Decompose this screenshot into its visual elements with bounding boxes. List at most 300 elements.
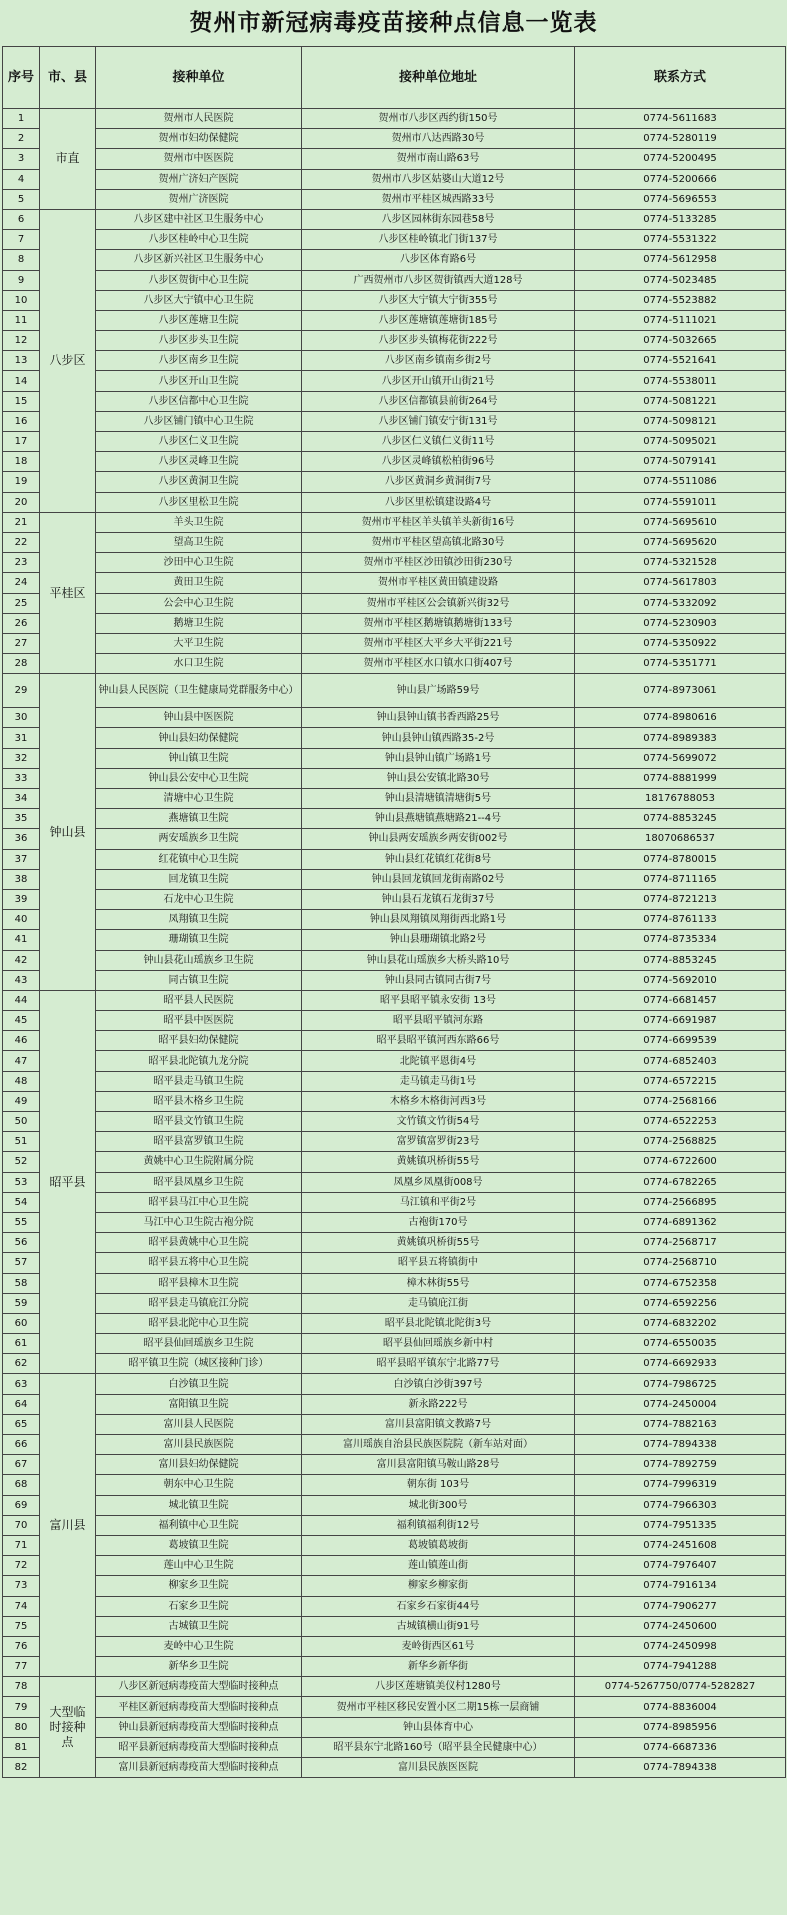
- unit-contact: 18176788053: [575, 789, 786, 809]
- row-index: 30: [3, 708, 40, 728]
- unit-contact: 0774-2568825: [575, 1132, 786, 1152]
- row-index: 3: [3, 149, 40, 169]
- unit-name: 柳家乡卫生院: [96, 1576, 302, 1596]
- unit-address: 朝东街 103号: [302, 1475, 575, 1495]
- unit-contact: 0774-5079141: [575, 452, 786, 472]
- unit-address: 贺州市平桂区羊头镇羊头新街16号: [302, 512, 575, 532]
- unit-name: 昭平县凤凰乡卫生院: [96, 1172, 302, 1192]
- table-row: [3, 209, 786, 229]
- unit-contact: 0774-8735334: [575, 930, 786, 950]
- unit-address: 黄姚镇巩桥街55号: [302, 1152, 575, 1172]
- unit-name: 福利镇中心卫生院: [96, 1515, 302, 1535]
- unit-name: 昭平县木格乡卫生院: [96, 1091, 302, 1111]
- row-index: 8: [3, 250, 40, 270]
- unit-name: 钟山县新冠病毒疫苗大型临时接种点: [96, 1717, 302, 1737]
- unit-name: 石家乡卫生院: [96, 1596, 302, 1616]
- unit-address: 钟山县回龙镇回龙街南路02号: [302, 869, 575, 889]
- row-index: 67: [3, 1455, 40, 1475]
- table-row: [3, 1313, 786, 1333]
- unit-name: 望高卫生院: [96, 532, 302, 552]
- table-row: [3, 593, 786, 613]
- unit-name: 清塘中心卫生院: [96, 789, 302, 809]
- table-row: [3, 1273, 786, 1293]
- unit-contact: 0774-8711165: [575, 869, 786, 889]
- region-cell: 富川县: [40, 1374, 96, 1677]
- table-row: [3, 789, 786, 809]
- unit-contact: 0774-5111021: [575, 310, 786, 330]
- unit-address: 广西贺州市八步区贺街镇西大道128号: [302, 270, 575, 290]
- row-index: 9: [3, 270, 40, 290]
- table-row: [3, 1011, 786, 1031]
- row-index: 23: [3, 553, 40, 573]
- unit-contact: 0774-6891362: [575, 1212, 786, 1232]
- unit-name: 羊头卫生院: [96, 512, 302, 532]
- row-index: 52: [3, 1152, 40, 1172]
- unit-contact: 0774-7951335: [575, 1515, 786, 1535]
- table-row: [3, 1132, 786, 1152]
- row-index: 77: [3, 1657, 40, 1677]
- unit-contact: 0774-7986725: [575, 1374, 786, 1394]
- row-index: 71: [3, 1535, 40, 1555]
- unit-contact: 0774-6752358: [575, 1273, 786, 1293]
- row-index: 54: [3, 1192, 40, 1212]
- row-index: 41: [3, 930, 40, 950]
- unit-address: 八步区信都镇县前街264号: [302, 391, 575, 411]
- table-row: [3, 1253, 786, 1273]
- table-row: [3, 1414, 786, 1434]
- unit-name: 燕塘镇卫生院: [96, 809, 302, 829]
- unit-address: 福利镇福利街12号: [302, 1515, 575, 1535]
- unit-contact: 0774-2450004: [575, 1394, 786, 1414]
- unit-name: 鹅塘卫生院: [96, 613, 302, 633]
- row-index: 51: [3, 1132, 40, 1152]
- unit-address: 贺州市八达西路30号: [302, 129, 575, 149]
- header-index: 序号: [3, 47, 40, 109]
- row-index: 63: [3, 1374, 40, 1394]
- row-index: 66: [3, 1435, 40, 1455]
- table-row: [3, 472, 786, 492]
- table-row: [3, 1334, 786, 1354]
- table-row: [3, 1172, 786, 1192]
- row-index: 74: [3, 1596, 40, 1616]
- unit-contact: 0774-7996319: [575, 1475, 786, 1495]
- unit-contact: 0774-5081221: [575, 391, 786, 411]
- unit-name: 钟山县花山瑶族乡卫生院: [96, 950, 302, 970]
- unit-name: 富川县民族医院: [96, 1435, 302, 1455]
- table-row: [3, 411, 786, 431]
- table-row: [3, 371, 786, 391]
- table-row: [3, 250, 786, 270]
- unit-contact: 0774-6852403: [575, 1051, 786, 1071]
- unit-address: 昭平县五将镇街中: [302, 1253, 575, 1273]
- unit-address: 贺州市平桂区城西路33号: [302, 189, 575, 209]
- unit-address: 钟山县两安瑶族乡两安街002号: [302, 829, 575, 849]
- unit-contact: 0774-7892759: [575, 1455, 786, 1475]
- region-cell: 大型临时接种点: [40, 1677, 96, 1778]
- unit-name: 昭平县妇幼保健院: [96, 1031, 302, 1051]
- row-index: 50: [3, 1112, 40, 1132]
- unit-name: 八步区南乡卫生院: [96, 351, 302, 371]
- unit-address: 钟山县花山瑶族乡大桥头路10号: [302, 950, 575, 970]
- unit-contact: 0774-5523882: [575, 290, 786, 310]
- unit-name: 八步区信都中心卫生院: [96, 391, 302, 411]
- unit-name: 红花镇中心卫生院: [96, 849, 302, 869]
- unit-name: 大平卫生院: [96, 633, 302, 653]
- row-index: 45: [3, 1011, 40, 1031]
- region-cell: 平桂区: [40, 512, 96, 674]
- unit-contact: 0774-5612958: [575, 250, 786, 270]
- unit-name: 昭平县北陀中心卫生院: [96, 1313, 302, 1333]
- table-row: [3, 1737, 786, 1757]
- row-index: 62: [3, 1354, 40, 1374]
- row-index: 49: [3, 1091, 40, 1111]
- row-index: 60: [3, 1313, 40, 1333]
- row-index: 29: [3, 674, 40, 708]
- vaccination-sites-table: [2, 46, 786, 1778]
- unit-address: 八步区黄洞乡黄洞街7号: [302, 472, 575, 492]
- row-index: 78: [3, 1677, 40, 1697]
- unit-address: 贺州市平桂区鹅塘镇鹅塘街133号: [302, 613, 575, 633]
- unit-name: 八步区铺门镇中心卫生院: [96, 411, 302, 431]
- row-index: 1: [3, 109, 40, 129]
- row-index: 26: [3, 613, 40, 633]
- table-row: [3, 1394, 786, 1414]
- unit-contact: 0774-2566895: [575, 1192, 786, 1212]
- table-row: [3, 809, 786, 829]
- unit-contact: 0774-7976407: [575, 1556, 786, 1576]
- unit-contact: 0774-5699072: [575, 748, 786, 768]
- unit-name: 黄姚中心卫生院附属分院: [96, 1152, 302, 1172]
- unit-contact: 0774-6572215: [575, 1071, 786, 1091]
- table-row: [3, 391, 786, 411]
- unit-name: 八步区黄洞卫生院: [96, 472, 302, 492]
- unit-address: 文竹镇文竹街54号: [302, 1112, 575, 1132]
- unit-name: 朝东中心卫生院: [96, 1475, 302, 1495]
- unit-address: 八步区莲塘镇美仪村1280号: [302, 1677, 575, 1697]
- unit-address: 凤凰乡凤凰街008号: [302, 1172, 575, 1192]
- unit-contact: 0774-5133285: [575, 209, 786, 229]
- row-index: 40: [3, 910, 40, 930]
- unit-contact: 0774-5321528: [575, 553, 786, 573]
- unit-contact: 0774-8836004: [575, 1697, 786, 1717]
- table-body: [3, 109, 786, 1778]
- unit-address: 昭平县昭平镇河西东路66号: [302, 1031, 575, 1051]
- unit-name: 八步区灵峰卫生院: [96, 452, 302, 472]
- row-index: 69: [3, 1495, 40, 1515]
- table-row: [3, 1455, 786, 1475]
- unit-address: 莲山镇莲山街: [302, 1556, 575, 1576]
- unit-contact: 0774-5695610: [575, 512, 786, 532]
- unit-address: 古袍街170号: [302, 1212, 575, 1232]
- unit-contact: 0774-8980616: [575, 708, 786, 728]
- unit-contact: 0774-6687336: [575, 1737, 786, 1757]
- unit-contact: 0774-8853245: [575, 950, 786, 970]
- table-row: [3, 1556, 786, 1576]
- table-row: [3, 149, 786, 169]
- unit-address: 钟山县钟山镇广场路1号: [302, 748, 575, 768]
- table-row: [3, 633, 786, 653]
- unit-contact: 0774-6592256: [575, 1293, 786, 1313]
- unit-address: 昭平县东宁北路160号（昭平县全民健康中心）: [302, 1737, 575, 1757]
- row-index: 13: [3, 351, 40, 371]
- unit-contact: 0774-5095021: [575, 432, 786, 452]
- row-index: 27: [3, 633, 40, 653]
- row-index: 43: [3, 970, 40, 990]
- unit-contact: 0774-5591011: [575, 492, 786, 512]
- table-row: [3, 1435, 786, 1455]
- header-unit: 接种单位: [96, 47, 302, 109]
- unit-contact: 0774-5511086: [575, 472, 786, 492]
- header-contact: 联系方式: [575, 47, 786, 109]
- unit-contact: 0774-5200495: [575, 149, 786, 169]
- unit-contact: 0774-5332092: [575, 593, 786, 613]
- row-index: 73: [3, 1576, 40, 1596]
- unit-address: 昭平县北陀镇北陀街3号: [302, 1313, 575, 1333]
- table-row: [3, 1354, 786, 1374]
- table-row: [3, 869, 786, 889]
- unit-address: 八步区铺门镇安宁街131号: [302, 411, 575, 431]
- unit-address: 葛坡镇葛坡街: [302, 1535, 575, 1555]
- unit-contact: 0774-7941288: [575, 1657, 786, 1677]
- header-region: 市、县: [40, 47, 96, 109]
- table-row: [3, 1152, 786, 1172]
- unit-contact: 0774-6681457: [575, 990, 786, 1010]
- unit-address: 古城镇横山街91号: [302, 1616, 575, 1636]
- unit-address: 钟山县广场路59号: [302, 674, 575, 708]
- table-row: [3, 290, 786, 310]
- unit-name: 城北镇卫生院: [96, 1495, 302, 1515]
- unit-address: 八步区里松镇建设路4号: [302, 492, 575, 512]
- table-row: [3, 1031, 786, 1051]
- unit-address: 八步区步头镇梅花街222号: [302, 331, 575, 351]
- row-index: 34: [3, 789, 40, 809]
- table-row: [3, 452, 786, 472]
- unit-name: 贺州市妇幼保健院: [96, 129, 302, 149]
- unit-address: 贺州市平桂区公会镇新兴街32号: [302, 593, 575, 613]
- unit-contact: 0774-8989383: [575, 728, 786, 748]
- unit-address: 昭平县昭平镇永安街 13号: [302, 990, 575, 1010]
- table-row: [3, 1071, 786, 1091]
- table-row: [3, 310, 786, 330]
- unit-contact: 0774-5521641: [575, 351, 786, 371]
- table-row: [3, 970, 786, 990]
- unit-address: 八步区仁义镇仁义街11号: [302, 432, 575, 452]
- region-cell: 市直: [40, 109, 96, 210]
- table-row: [3, 109, 786, 129]
- unit-address: 富川县民族医医院: [302, 1758, 575, 1778]
- unit-name: 八步区里松卫生院: [96, 492, 302, 512]
- unit-contact: 0774-5531322: [575, 230, 786, 250]
- table-row: [3, 1677, 786, 1697]
- unit-name: 昭平县马江中心卫生院: [96, 1192, 302, 1212]
- unit-address: 贺州市南山路63号: [302, 149, 575, 169]
- unit-address: 富川县富阳镇文教路7号: [302, 1414, 575, 1434]
- unit-name: 富川县人民医院: [96, 1414, 302, 1434]
- unit-name: 钟山县公安中心卫生院: [96, 768, 302, 788]
- unit-name: 两安瑶族乡卫生院: [96, 829, 302, 849]
- unit-address: 富罗镇富罗街23号: [302, 1132, 575, 1152]
- unit-name: 钟山县中医医院: [96, 708, 302, 728]
- unit-contact: 0774-6782265: [575, 1172, 786, 1192]
- unit-name: 八步区步头卫生院: [96, 331, 302, 351]
- unit-address: 钟山县燕塘镇燕塘路21--4号: [302, 809, 575, 829]
- row-index: 37: [3, 849, 40, 869]
- unit-contact: 18070686537: [575, 829, 786, 849]
- unit-name: 珊瑚镇卫生院: [96, 930, 302, 950]
- unit-name: 八步区桂岭中心卫生院: [96, 230, 302, 250]
- unit-contact: 0774-5098121: [575, 411, 786, 431]
- unit-address: 八步区灵峰镇松柏街96号: [302, 452, 575, 472]
- row-index: 46: [3, 1031, 40, 1051]
- row-index: 80: [3, 1717, 40, 1737]
- row-index: 20: [3, 492, 40, 512]
- table-row: [3, 512, 786, 532]
- row-index: 57: [3, 1253, 40, 1273]
- unit-contact: 0774-8780015: [575, 849, 786, 869]
- unit-name: 昭平县走马镇卫生院: [96, 1071, 302, 1091]
- unit-contact: 0774-5200666: [575, 169, 786, 189]
- table-row: [3, 351, 786, 371]
- unit-name: 昭平县中医医院: [96, 1011, 302, 1031]
- page-title: 贺州市新冠病毒疫苗接种点信息一览表: [189, 9, 598, 36]
- unit-address: 钟山县红花镇红花街8号: [302, 849, 575, 869]
- table-row: [3, 1596, 786, 1616]
- unit-contact: 0774-2450600: [575, 1616, 786, 1636]
- unit-contact: 0774-5696553: [575, 189, 786, 209]
- unit-name: 同古镇卫生院: [96, 970, 302, 990]
- row-index: 24: [3, 573, 40, 593]
- table-row: [3, 849, 786, 869]
- unit-contact: 0774-2450998: [575, 1636, 786, 1656]
- table-row: [3, 1576, 786, 1596]
- row-index: 35: [3, 809, 40, 829]
- unit-name: 贺州广济医院: [96, 189, 302, 209]
- unit-name: 平桂区新冠病毒疫苗大型临时接种点: [96, 1697, 302, 1717]
- row-index: 61: [3, 1334, 40, 1354]
- unit-name: 公会中心卫生院: [96, 593, 302, 613]
- unit-address: 城北街300号: [302, 1495, 575, 1515]
- unit-name: 八步区莲塘卫生院: [96, 310, 302, 330]
- table-row: [3, 230, 786, 250]
- unit-address: 钟山县清塘镇清塘街5号: [302, 789, 575, 809]
- unit-name: 沙田中心卫生院: [96, 553, 302, 573]
- unit-contact: 0774-5351771: [575, 654, 786, 674]
- row-index: 6: [3, 209, 40, 229]
- row-index: 17: [3, 432, 40, 452]
- unit-contact: 0774-5611683: [575, 109, 786, 129]
- table-row: [3, 748, 786, 768]
- table-row: [3, 331, 786, 351]
- unit-address: 八步区桂岭镇北门街137号: [302, 230, 575, 250]
- unit-address: 樟木林街55号: [302, 1273, 575, 1293]
- table-row: [3, 1233, 786, 1253]
- unit-address: 白沙镇白沙街397号: [302, 1374, 575, 1394]
- unit-address: 八步区体育路6号: [302, 250, 575, 270]
- unit-name: 昭平县走马镇庇江分院: [96, 1293, 302, 1313]
- unit-contact: 0774-6692933: [575, 1354, 786, 1374]
- row-index: 68: [3, 1475, 40, 1495]
- unit-contact: 0774-8721213: [575, 889, 786, 909]
- unit-contact: 0774-7894338: [575, 1435, 786, 1455]
- unit-address: 富川瑶族自治县民族医院院（新车站对面）: [302, 1435, 575, 1455]
- unit-address: 走马镇走马街1号: [302, 1071, 575, 1091]
- unit-contact: 0774-6832202: [575, 1313, 786, 1333]
- row-index: 81: [3, 1737, 40, 1757]
- row-index: 14: [3, 371, 40, 391]
- unit-contact: 0774-7882163: [575, 1414, 786, 1434]
- unit-contact: 0774-7966303: [575, 1495, 786, 1515]
- table-row: [3, 613, 786, 633]
- table-row: [3, 129, 786, 149]
- unit-name: 昭平县北陀镇九龙分院: [96, 1051, 302, 1071]
- unit-name: 昭平县新冠病毒疫苗大型临时接种点: [96, 1737, 302, 1757]
- table-row: [3, 532, 786, 552]
- unit-contact: 0774-7894338: [575, 1758, 786, 1778]
- unit-name: 钟山县人民医院（卫生健康局党群服务中心）: [96, 674, 302, 708]
- row-index: 75: [3, 1616, 40, 1636]
- unit-address: 八步区开山镇开山街21号: [302, 371, 575, 391]
- unit-address: 贺州市平桂区水口镇水口街407号: [302, 654, 575, 674]
- table-row: [3, 1051, 786, 1071]
- unit-address: 贺州市平桂区望高镇北路30号: [302, 532, 575, 552]
- unit-address: 走马镇庇江街: [302, 1293, 575, 1313]
- unit-name: 钟山镇卫生院: [96, 748, 302, 768]
- row-index: 12: [3, 331, 40, 351]
- row-index: 5: [3, 189, 40, 209]
- table-row: [3, 553, 786, 573]
- unit-address: 钟山县凤翔镇凤翔街西北路1号: [302, 910, 575, 930]
- table-row: [3, 432, 786, 452]
- row-index: 38: [3, 869, 40, 889]
- unit-address: 北陀镇平恩街4号: [302, 1051, 575, 1071]
- table-row: [3, 1535, 786, 1555]
- table-row: [3, 674, 786, 708]
- unit-name: 昭平县富罗镇卫生院: [96, 1132, 302, 1152]
- table-header-row: [3, 47, 786, 109]
- unit-name: 昭平县樟木卫生院: [96, 1273, 302, 1293]
- unit-name: 八步区开山卫生院: [96, 371, 302, 391]
- unit-contact: 0774-8853245: [575, 809, 786, 829]
- unit-address: 石家乡石家街44号: [302, 1596, 575, 1616]
- table-row: [3, 1495, 786, 1515]
- region-cell: 昭平县: [40, 990, 96, 1374]
- unit-name: 昭平县人民医院: [96, 990, 302, 1010]
- header-address: 接种单位地址: [302, 47, 575, 109]
- unit-address: 新华乡新华街: [302, 1657, 575, 1677]
- unit-address: 马江镇和平街2号: [302, 1192, 575, 1212]
- unit-address: 贺州市八步区姑婆山大道12号: [302, 169, 575, 189]
- table-row: [3, 1192, 786, 1212]
- table-row: [3, 829, 786, 849]
- unit-contact: 0774-6691987: [575, 1011, 786, 1031]
- unit-name: 八步区新冠病毒疫苗大型临时接种点: [96, 1677, 302, 1697]
- unit-contact: 0774-5230903: [575, 613, 786, 633]
- table-row: [3, 1475, 786, 1495]
- unit-contact: 0774-5692010: [575, 970, 786, 990]
- row-index: 55: [3, 1212, 40, 1232]
- row-index: 11: [3, 310, 40, 330]
- table-row: [3, 930, 786, 950]
- unit-name: 黄田卫生院: [96, 573, 302, 593]
- table-row: [3, 573, 786, 593]
- table-row: [3, 889, 786, 909]
- table-row: [3, 1758, 786, 1778]
- unit-name: 莲山中心卫生院: [96, 1556, 302, 1576]
- unit-name: 回龙镇卫生院: [96, 869, 302, 889]
- table-row: [3, 1112, 786, 1132]
- unit-address: 贺州市八步区西约街150号: [302, 109, 575, 129]
- row-index: 70: [3, 1515, 40, 1535]
